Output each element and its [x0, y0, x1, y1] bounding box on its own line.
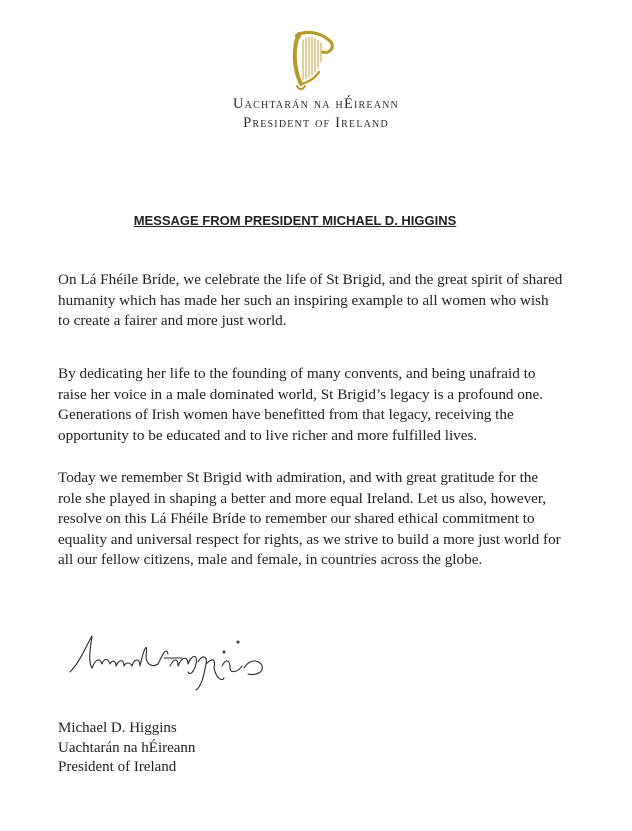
paragraph-2: By dedicating her life to the founding of many convents, and being unafraid to raise her voice in a male dominated world, St Brigid’s legacy is a profound one. Generations of Irish women have benefitted from that legacy, receiving the opportunity to be educated and to live richer and more fulfilled lives.: [58, 365, 544, 444]
signatory-title-english: President of Ireland: [58, 759, 177, 775]
harp-icon: [289, 28, 337, 92]
paragraph-1: On Lá Fhéile Bríde, we celebrate the life of St Brigid, and the great spirit of shared humanity which has made her such an inspiring example to all women who wish to create a fairer and more just world.: [58, 271, 563, 329]
message-heading: MESSAGE FROM PRESIDENT MICHAEL D. HIGGINS: [133, 213, 457, 228]
signatory-title-irish: Uachtarán na hÉireann: [58, 739, 196, 756]
paragraph-3: Today we remember St Brigid with admiration, and with great gratitude for the role she played in shaping a better and more equal Ireland. Let us also, however, resolve on this Lá Fhéile Bríde to remember our shared ethical commitment to equality and universal respect for rights, as we strive to build a more just world for all our fellow citizens, male and female, in countries across the globe.: [58, 469, 561, 568]
signature-icon: [62, 628, 284, 700]
office-title-english: President of Ireland: [243, 115, 389, 131]
office-title-irish: Uachtarán na hÉireann: [233, 96, 399, 112]
signatory-block: [58, 719, 195, 778]
signatory-name: Michael D. Higgins: [58, 720, 177, 736]
